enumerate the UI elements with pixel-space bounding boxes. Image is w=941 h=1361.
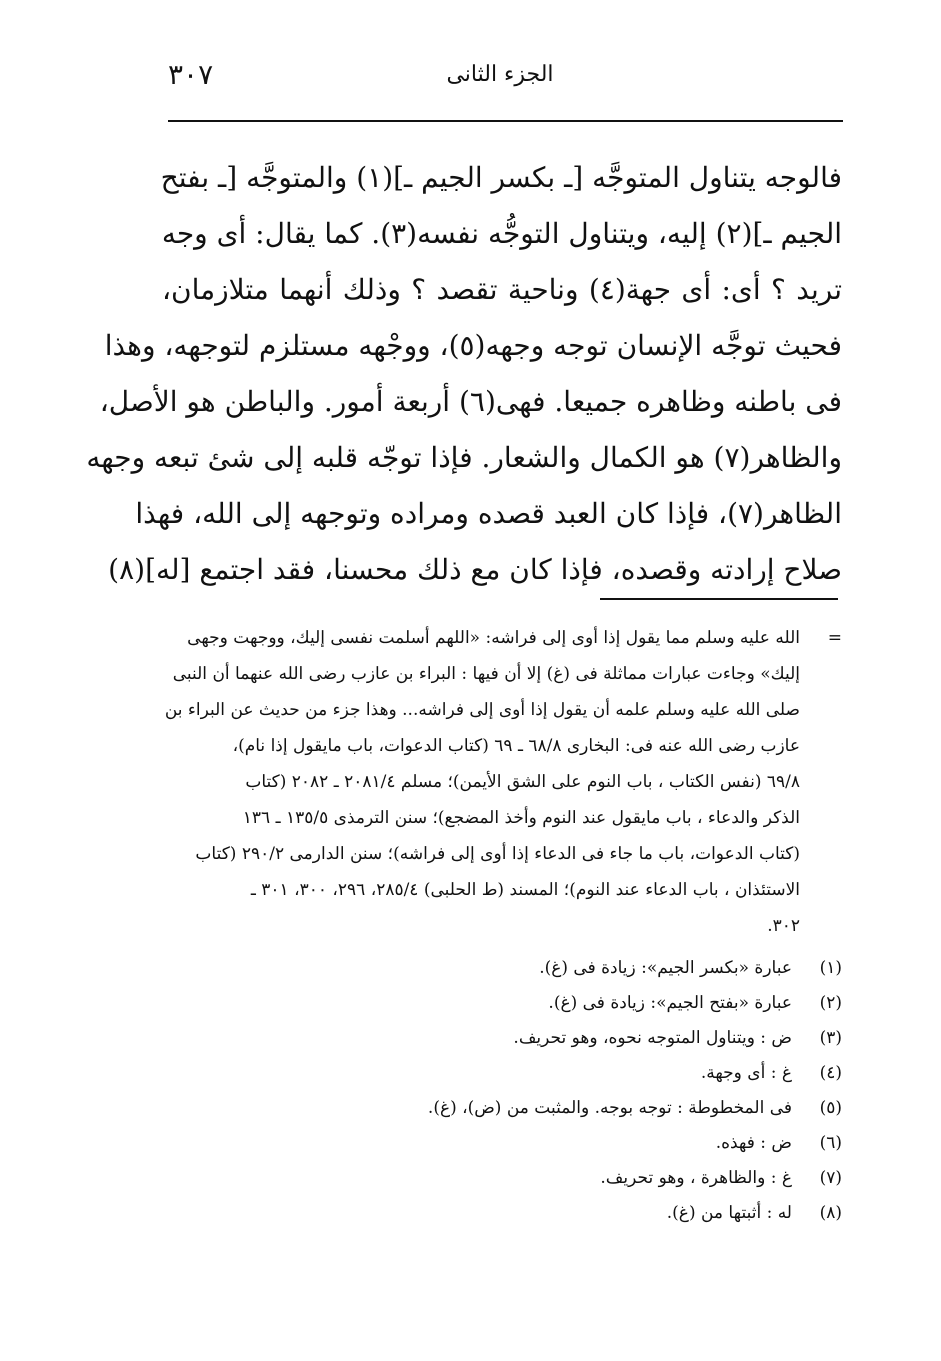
footnote-number: (٨) [819,1202,842,1223]
footnote-number: (٣) [819,1027,842,1048]
footnote-item [162,1020,842,1055]
main-text-line: تريد ؟ أى: أى جهة(٤) وناحية تقصد ؟ وذلك أنهما متلازمان، [162,273,842,306]
footnote-line: صلى الله عليه وسلم علمه أن يقول إذا أوى إلى فراشه... وهذا جزء من حديث عن البراء بن [164,700,800,720]
footnote-item [162,1160,842,1195]
footnote-item [162,1055,842,1090]
main-text-line: فالوجه يتناول المتوجَّه [ـ بكسر الجيم ـ](١) والمتوجَّه [ـ بفتح [160,161,842,194]
main-text-line: فحيث توجَّه الإنسان توجه وجهه(٥)، ووجْهه مستلزم لتوجهه، وهذا [104,329,842,362]
footnote-text: غ : أى وجهة. [700,1062,792,1083]
main-text-line: الجيم ـ](٢) إليه، ويتناول التوجُّه نفسه(٣). كما يقال: أى وجه [161,217,842,250]
footnote-line: ٦٩/٨ (نفس الكتاب ، باب النوم على الشق الأيمن)؛ مسلم ٢٠٨١/٤ ـ ٢٠٨٢ (كتاب [245,772,800,792]
footnote-line: إليك» وجاءت عبارات مماثلة فى (غ) إلا أن فيها : البراء بن عازب رضى الله عنهما أن النبى [172,664,800,684]
main-text-line: الظاهر(٧)، فإذا كان العبد قصده ومراده وتوجهه إلى الله، فهذا [135,497,842,530]
footnote-number: (٢) [819,992,842,1013]
footnote-text: غ : والظاهرة ، وهو تحريف. [600,1167,792,1188]
continuation-mark: = [827,628,842,648]
footnote-number: (١) [819,957,842,978]
main-text [86,150,842,598]
page-number: ٣٠٧ [168,58,214,91]
footnote-text: ض : ويتناول المتوجه نحوه، وهو تحريف. [513,1027,792,1048]
running-title: الجزء الثانى [446,62,554,87]
footnote-item [162,985,842,1020]
footnote-item [162,1125,842,1160]
main-text-line: والظاهر(٧) هو الكمال والشعار. فإذا توجّه قلبه إلى شئ تبعه وجهه [86,441,842,474]
footnote-text: عبارة «بكسر الجيم»: زيادة فى (غ). [539,957,792,978]
footnote-text: عبارة «بفتح الجيم»: زيادة فى (غ). [548,992,792,1013]
footnote-line: ٣٠٢. [767,916,800,936]
footnote-text: ض : فهذه. [715,1132,792,1153]
footnote-number: (٦) [819,1132,842,1153]
footnote-line: الذكر والدعاء ، باب مايقول عند النوم وأخذ المضجع)؛ سنن الترمذى ١٣٥/٥ ـ ١٣٦ [242,808,800,828]
footnote-text: له : أثبتها من (غ). [666,1202,792,1223]
footnote-continuation [162,620,842,944]
main-text-line: صلاح إرادته وقصده، فإذا كان مع ذلك محسنا، فقد اجتمع [له](٨) [108,553,842,586]
footnote-number: (٤) [819,1062,842,1083]
footnote-item [162,1195,842,1230]
footnote-item [162,1090,842,1125]
header-rule [168,120,843,122]
footnote-line: عازب رضى الله عنه فى: البخارى ٦٨/٨ ـ ٦٩ (كتاب الدعوات، باب مايقول إذا نام)، [232,736,800,756]
footnote-line: (كتاب الدعوات، باب ما جاء فى الدعاء إذا أوى إلى فراشه)؛ سنن الدارمى ٢٩٠/٢ (كتاب [195,844,800,864]
footnotes-list [162,950,842,1230]
footnote-line: الله عليه وسلم مما يقول إذا أوى إلى فراشه: «اللهم أسلمت نفسى إليك، ووجهت وجهى [187,628,800,648]
footnote-continuation-text [162,620,800,944]
footnote-number: (٧) [819,1167,842,1188]
footnote-number: (٥) [819,1097,842,1118]
footnote-text: فى المخطوطة : توجه بوجه. والمثبت من (ض)، (غ). [427,1097,792,1118]
main-text-line: فى باطنه وظاهره جميعا. فهى(٦) أربعة أمور. والباطن هو الأصل، [99,385,842,418]
footnote-rule [600,598,838,600]
footnote-item [162,950,842,985]
footnote-line: الاستئذان ، باب الدعاء عند النوم)؛ المسند (ط الحلبى) ٢٨٥/٤، ٢٩٦، ٣٠٠، ٣٠١ ـ [250,880,800,900]
